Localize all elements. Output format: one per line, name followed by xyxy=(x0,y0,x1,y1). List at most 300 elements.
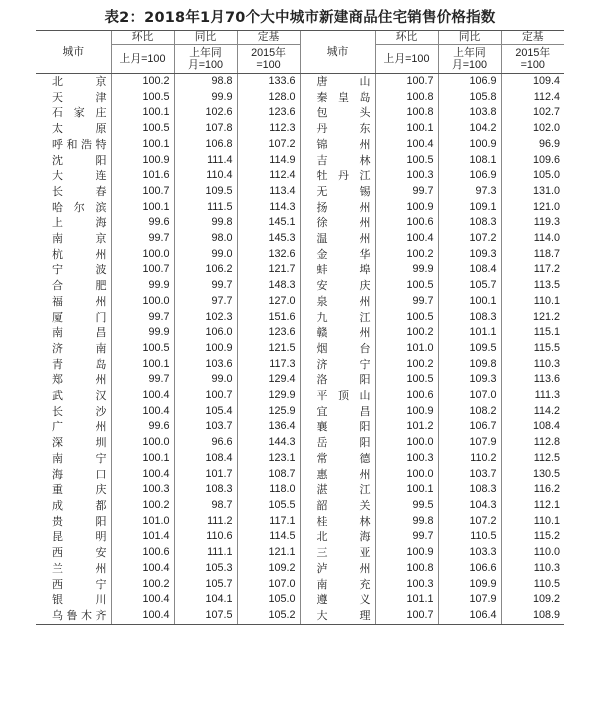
yoy-cell: 108.2 xyxy=(438,404,501,420)
yoy-cell: 109.8 xyxy=(438,357,501,373)
base-cell: 114.2 xyxy=(501,404,564,420)
mom-cell: 99.9 xyxy=(111,325,174,341)
city-cell: 包头 xyxy=(300,105,375,121)
base-cell: 117.2 xyxy=(501,262,564,278)
yoy-cell: 107.2 xyxy=(438,514,501,530)
base-cell: 107.2 xyxy=(237,137,300,153)
table-row xyxy=(36,388,564,404)
mom-cell: 100.4 xyxy=(111,388,174,404)
city-cell: 唐山 xyxy=(300,74,375,90)
yoy-cell: 107.2 xyxy=(438,231,501,247)
base-cell: 127.0 xyxy=(237,294,300,310)
base-cell: 112.5 xyxy=(501,451,564,467)
mom-cell: 100.4 xyxy=(111,608,174,624)
base-cell: 131.0 xyxy=(501,184,564,200)
city-cell: 蚌埠 xyxy=(300,262,375,278)
yoy-cell: 109.5 xyxy=(174,184,237,200)
base-cell: 107.0 xyxy=(237,577,300,593)
mom-cell: 100.0 xyxy=(375,467,438,483)
price-index-table xyxy=(36,30,564,625)
mom-cell: 100.9 xyxy=(375,200,438,216)
mom-cell: 100.1 xyxy=(375,121,438,137)
yoy-cell: 106.4 xyxy=(438,608,501,624)
table-row xyxy=(36,168,564,184)
base-cell: 110.1 xyxy=(501,514,564,530)
city-cell: 西安 xyxy=(52,546,107,560)
yoy-cell: 103.7 xyxy=(174,419,237,435)
yoy-cell: 111.2 xyxy=(174,514,237,530)
table-title: 表2：2018年1月70个大中城市新建商品住宅销售价格指数 xyxy=(104,10,496,26)
table-row xyxy=(36,121,564,137)
city-cell: 湛江 xyxy=(300,482,375,498)
city-cell: 赣州 xyxy=(300,325,375,341)
city-cell: 秦皇岛 xyxy=(300,90,375,106)
base-cell: 108.4 xyxy=(501,419,564,435)
yoy-cell: 110.4 xyxy=(174,168,237,184)
base-cell: 114.0 xyxy=(501,231,564,247)
mom-cell: 99.7 xyxy=(111,231,174,247)
table-row xyxy=(36,482,564,498)
yoy-cell: 98.0 xyxy=(174,231,237,247)
base-subheader-left: 2015年 =100 xyxy=(237,45,300,74)
city-cell: 安庆 xyxy=(300,278,375,294)
mom-cell: 100.0 xyxy=(111,294,174,310)
base-cell: 136.4 xyxy=(237,419,300,435)
base-cell: 115.5 xyxy=(501,341,564,357)
yoy-cell: 109.3 xyxy=(438,247,501,263)
city-cell: 南昌 xyxy=(52,326,107,340)
table-row xyxy=(36,561,564,577)
mom-cell: 101.6 xyxy=(111,168,174,184)
yoy-cell: 109.3 xyxy=(438,372,501,388)
base-cell: 108.9 xyxy=(501,608,564,624)
yoy-subheader-left: 上年同 月=100 xyxy=(174,45,237,74)
mom-cell: 99.7 xyxy=(111,372,174,388)
base-cell: 116.2 xyxy=(501,482,564,498)
city-cell: 北海 xyxy=(300,529,375,545)
base-cell: 108.7 xyxy=(237,467,300,483)
base-cell: 112.8 xyxy=(501,435,564,451)
mom-cell: 99.9 xyxy=(375,262,438,278)
mom-cell: 99.8 xyxy=(375,514,438,530)
table-row xyxy=(36,545,564,561)
mom-cell: 100.5 xyxy=(111,341,174,357)
mom-cell: 100.6 xyxy=(111,545,174,561)
city-cell: 福州 xyxy=(52,294,107,308)
yoy-cell: 108.3 xyxy=(174,482,237,498)
mom-cell: 100.5 xyxy=(111,90,174,106)
base-cell: 110.3 xyxy=(501,561,564,577)
city-cell: 平顶山 xyxy=(300,388,375,404)
yoy-cell: 105.3 xyxy=(174,561,237,577)
base-cell: 133.6 xyxy=(237,74,300,90)
mom-cell: 100.5 xyxy=(375,153,438,169)
mom-cell: 100.8 xyxy=(375,105,438,121)
city-cell: 常德 xyxy=(300,451,375,467)
table-row xyxy=(36,294,564,310)
city-cell: 大连 xyxy=(52,169,107,183)
base-cell: 112.3 xyxy=(237,121,300,137)
city-cell: 桂林 xyxy=(300,514,375,530)
yoy-cell: 108.4 xyxy=(174,451,237,467)
yoy-cell: 100.9 xyxy=(438,137,501,153)
base-cell: 105.0 xyxy=(501,168,564,184)
table-row xyxy=(36,435,564,451)
table-row xyxy=(36,514,564,530)
mom-cell: 99.6 xyxy=(111,419,174,435)
yoy-cell: 102.6 xyxy=(174,105,237,121)
base-cell: 128.0 xyxy=(237,90,300,106)
table-row xyxy=(36,247,564,263)
city-cell: 沈阳 xyxy=(52,153,107,167)
yoy-cell: 107.8 xyxy=(174,121,237,137)
yoy-cell: 106.9 xyxy=(438,168,501,184)
mom-cell: 100.2 xyxy=(375,325,438,341)
city-header-right: 城市 xyxy=(300,31,375,74)
city-cell: 烟台 xyxy=(300,341,375,357)
yoy-cell: 111.4 xyxy=(174,153,237,169)
yoy-cell: 109.5 xyxy=(438,341,501,357)
city-cell: 无锡 xyxy=(300,184,375,200)
base-cell: 109.6 xyxy=(501,153,564,169)
mom-cell: 99.7 xyxy=(375,184,438,200)
city-cell: 韶关 xyxy=(300,498,375,514)
base-cell: 121.5 xyxy=(237,341,300,357)
city-cell: 泸州 xyxy=(300,561,375,577)
base-cell: 151.6 xyxy=(237,310,300,326)
mom-cell: 100.5 xyxy=(375,278,438,294)
base-cell: 114.5 xyxy=(237,529,300,545)
mom-cell: 100.3 xyxy=(111,482,174,498)
city-cell: 丹东 xyxy=(300,121,375,137)
yoy-cell: 104.3 xyxy=(438,498,501,514)
mom-cell: 100.4 xyxy=(375,137,438,153)
base-cell: 145.1 xyxy=(237,215,300,231)
mom-cell: 100.7 xyxy=(375,74,438,90)
city-cell: 太原 xyxy=(52,122,107,136)
city-cell: 深圳 xyxy=(52,436,107,450)
city-cell: 洛阳 xyxy=(300,372,375,388)
mom-cell: 99.7 xyxy=(375,294,438,310)
table-row xyxy=(36,467,564,483)
city-cell: 金华 xyxy=(300,247,375,263)
mom-cell: 100.4 xyxy=(375,231,438,247)
yoy-cell: 108.4 xyxy=(438,262,501,278)
mom-cell: 99.9 xyxy=(111,278,174,294)
yoy-cell: 101.7 xyxy=(174,467,237,483)
base-cell: 114.3 xyxy=(237,200,300,216)
mom-cell: 101.0 xyxy=(111,514,174,530)
base-cell: 111.3 xyxy=(501,388,564,404)
mom-cell: 100.1 xyxy=(111,105,174,121)
yoy-cell: 106.7 xyxy=(438,419,501,435)
mom-cell: 100.3 xyxy=(375,577,438,593)
city-cell: 宜昌 xyxy=(300,404,375,420)
city-cell: 南京 xyxy=(52,232,107,246)
city-cell: 遵义 xyxy=(300,592,375,608)
city-cell: 郑州 xyxy=(52,373,107,387)
table-row xyxy=(36,357,564,373)
yoy-cell: 105.4 xyxy=(174,404,237,420)
mom-cell: 100.1 xyxy=(111,451,174,467)
mom-header-left: 环比 xyxy=(111,31,174,45)
yoy-cell: 96.6 xyxy=(174,435,237,451)
base-cell: 110.1 xyxy=(501,294,564,310)
mom-subheader-left: 上月=100 xyxy=(111,45,174,74)
base-cell: 121.0 xyxy=(501,200,564,216)
mom-cell: 100.6 xyxy=(375,215,438,231)
yoy-cell: 99.0 xyxy=(174,247,237,263)
city-cell: 南充 xyxy=(300,577,375,593)
mom-cell: 100.2 xyxy=(111,577,174,593)
city-cell: 海口 xyxy=(52,467,107,481)
mom-cell: 100.4 xyxy=(111,404,174,420)
city-cell: 重庆 xyxy=(52,483,107,497)
yoy-cell: 103.8 xyxy=(438,105,501,121)
yoy-cell: 104.1 xyxy=(174,592,237,608)
base-cell: 123.6 xyxy=(237,105,300,121)
base-cell: 105.0 xyxy=(237,592,300,608)
yoy-cell: 108.3 xyxy=(438,310,501,326)
base-cell: 96.9 xyxy=(501,137,564,153)
mom-cell: 100.3 xyxy=(375,451,438,467)
base-cell: 125.9 xyxy=(237,404,300,420)
city-cell: 锦州 xyxy=(300,137,375,153)
mom-cell: 100.9 xyxy=(375,404,438,420)
mom-cell: 100.5 xyxy=(111,121,174,137)
table-row xyxy=(36,278,564,294)
mom-cell: 99.6 xyxy=(111,215,174,231)
city-cell: 武汉 xyxy=(52,389,107,403)
city-cell: 九江 xyxy=(300,310,375,326)
mom-cell: 100.7 xyxy=(111,184,174,200)
mom-cell: 101.2 xyxy=(375,419,438,435)
city-header-left: 城市 xyxy=(36,31,111,74)
base-header-left: 定基 xyxy=(237,31,300,45)
yoy-cell: 109.9 xyxy=(438,577,501,593)
table-row xyxy=(36,451,564,467)
table-row xyxy=(36,137,564,153)
mom-cell: 100.8 xyxy=(375,90,438,106)
yoy-cell: 110.5 xyxy=(438,529,501,545)
yoy-cell: 97.3 xyxy=(438,184,501,200)
base-cell: 121.7 xyxy=(237,262,300,278)
table-row xyxy=(36,498,564,514)
table-row xyxy=(36,419,564,435)
mom-cell: 99.7 xyxy=(375,529,438,545)
yoy-subheader-right: 上年同 月=100 xyxy=(438,45,501,74)
base-cell: 119.3 xyxy=(501,215,564,231)
table-row xyxy=(36,74,564,90)
table-row xyxy=(36,184,564,200)
base-cell: 129.9 xyxy=(237,388,300,404)
yoy-cell: 108.1 xyxy=(438,153,501,169)
mom-cell: 100.9 xyxy=(375,545,438,561)
yoy-cell: 105.7 xyxy=(174,577,237,593)
yoy-cell: 109.1 xyxy=(438,200,501,216)
base-cell: 113.5 xyxy=(501,278,564,294)
mom-cell: 100.6 xyxy=(375,388,438,404)
city-cell: 合肥 xyxy=(52,279,107,293)
yoy-cell: 108.3 xyxy=(438,215,501,231)
city-cell: 吉林 xyxy=(300,153,375,169)
table-row xyxy=(36,529,564,545)
city-cell: 三亚 xyxy=(300,545,375,561)
mom-cell: 100.1 xyxy=(111,137,174,153)
yoy-cell: 106.8 xyxy=(174,137,237,153)
mom-cell: 100.1 xyxy=(111,200,174,216)
base-cell: 112.4 xyxy=(237,168,300,184)
yoy-cell: 98.7 xyxy=(174,498,237,514)
mom-cell: 100.2 xyxy=(111,498,174,514)
city-cell: 贵阳 xyxy=(52,514,107,528)
yoy-cell: 100.7 xyxy=(174,388,237,404)
yoy-cell: 110.2 xyxy=(438,451,501,467)
yoy-cell: 105.8 xyxy=(438,90,501,106)
base-cell: 102.7 xyxy=(501,105,564,121)
city-cell: 昆明 xyxy=(52,530,107,544)
city-cell: 济南 xyxy=(52,341,107,355)
city-cell: 扬州 xyxy=(300,200,375,216)
table-row xyxy=(36,608,564,624)
city-cell: 泉州 xyxy=(300,294,375,310)
city-cell: 惠州 xyxy=(300,467,375,483)
table-row xyxy=(36,577,564,593)
mom-cell: 100.4 xyxy=(111,592,174,608)
yoy-cell: 107.5 xyxy=(174,608,237,624)
table-row xyxy=(36,215,564,231)
mom-cell: 100.0 xyxy=(375,435,438,451)
city-cell: 厦门 xyxy=(52,310,107,324)
base-subheader-right: 2015年 =100 xyxy=(501,45,564,74)
yoy-cell: 106.6 xyxy=(438,561,501,577)
yoy-cell: 103.3 xyxy=(438,545,501,561)
city-cell: 呼和浩特 xyxy=(52,137,107,151)
yoy-cell: 98.8 xyxy=(174,74,237,90)
mom-cell: 100.3 xyxy=(375,168,438,184)
yoy-cell: 106.2 xyxy=(174,262,237,278)
city-cell: 银川 xyxy=(52,593,107,607)
table-row xyxy=(36,404,564,420)
mom-cell: 100.8 xyxy=(375,561,438,577)
city-cell: 襄阳 xyxy=(300,419,375,435)
base-cell: 114.9 xyxy=(237,153,300,169)
city-cell: 温州 xyxy=(300,231,375,247)
yoy-cell: 101.1 xyxy=(438,325,501,341)
yoy-header-right: 同比 xyxy=(438,31,501,45)
table-row xyxy=(36,325,564,341)
table-row xyxy=(36,105,564,121)
yoy-cell: 104.2 xyxy=(438,121,501,137)
table-row xyxy=(36,153,564,169)
yoy-cell: 111.1 xyxy=(174,545,237,561)
city-cell: 宁波 xyxy=(52,263,107,277)
yoy-cell: 107.9 xyxy=(438,435,501,451)
mom-cell: 100.0 xyxy=(111,247,174,263)
city-cell: 广州 xyxy=(52,420,107,434)
table-row xyxy=(36,310,564,326)
base-cell: 121.2 xyxy=(501,310,564,326)
yoy-cell: 99.8 xyxy=(174,215,237,231)
table-row xyxy=(36,200,564,216)
base-cell: 129.4 xyxy=(237,372,300,388)
base-cell: 144.3 xyxy=(237,435,300,451)
base-cell: 105.5 xyxy=(237,498,300,514)
base-cell: 113.4 xyxy=(237,184,300,200)
mom-header-right: 环比 xyxy=(375,31,438,45)
base-cell: 145.3 xyxy=(237,231,300,247)
mom-cell: 100.2 xyxy=(111,74,174,90)
table-row xyxy=(36,90,564,106)
yoy-cell: 99.9 xyxy=(174,90,237,106)
mom-cell: 100.2 xyxy=(375,247,438,263)
base-cell: 112.1 xyxy=(501,498,564,514)
city-cell: 青岛 xyxy=(52,357,107,371)
city-cell: 长春 xyxy=(52,184,107,198)
mom-cell: 100.4 xyxy=(111,561,174,577)
table-body xyxy=(36,74,564,625)
yoy-cell: 106.0 xyxy=(174,325,237,341)
base-cell: 123.6 xyxy=(237,325,300,341)
yoy-cell: 106.9 xyxy=(438,74,501,90)
base-cell: 130.5 xyxy=(501,467,564,483)
base-cell: 112.4 xyxy=(501,90,564,106)
mom-cell: 100.1 xyxy=(111,357,174,373)
base-cell: 117.3 xyxy=(237,357,300,373)
base-cell: 115.2 xyxy=(501,529,564,545)
city-cell: 天津 xyxy=(52,90,107,104)
yoy-cell: 108.3 xyxy=(438,482,501,498)
city-cell: 西宁 xyxy=(52,577,107,591)
mom-cell: 99.5 xyxy=(375,498,438,514)
city-cell: 石家庄 xyxy=(52,106,107,120)
yoy-header-left: 同比 xyxy=(174,31,237,45)
base-cell: 102.0 xyxy=(501,121,564,137)
table-row xyxy=(36,592,564,608)
base-cell: 123.1 xyxy=(237,451,300,467)
base-cell: 109.2 xyxy=(237,561,300,577)
base-cell: 110.5 xyxy=(501,577,564,593)
base-cell: 110.0 xyxy=(501,545,564,561)
city-cell: 大理 xyxy=(300,608,375,624)
city-cell: 哈尔滨 xyxy=(52,200,107,214)
base-cell: 118.7 xyxy=(501,247,564,263)
base-cell: 113.6 xyxy=(501,372,564,388)
table-row xyxy=(36,341,564,357)
mom-cell: 101.4 xyxy=(111,529,174,545)
base-cell: 121.1 xyxy=(237,545,300,561)
base-cell: 118.0 xyxy=(237,482,300,498)
city-cell: 长沙 xyxy=(52,404,107,418)
mom-cell: 100.4 xyxy=(111,467,174,483)
base-cell: 105.2 xyxy=(237,608,300,624)
mom-cell: 100.9 xyxy=(111,153,174,169)
yoy-cell: 100.9 xyxy=(174,341,237,357)
city-cell: 北京 xyxy=(52,75,107,88)
mom-cell: 99.7 xyxy=(111,310,174,326)
city-cell: 成都 xyxy=(52,498,107,512)
yoy-cell: 111.5 xyxy=(174,200,237,216)
yoy-cell: 110.6 xyxy=(174,529,237,545)
mom-cell: 100.1 xyxy=(375,482,438,498)
city-cell: 牡丹江 xyxy=(300,168,375,184)
city-cell: 徐州 xyxy=(300,215,375,231)
mom-cell: 100.2 xyxy=(375,357,438,373)
yoy-cell: 102.3 xyxy=(174,310,237,326)
city-cell: 南宁 xyxy=(52,451,107,465)
mom-cell: 100.7 xyxy=(375,608,438,624)
base-cell: 117.1 xyxy=(237,514,300,530)
